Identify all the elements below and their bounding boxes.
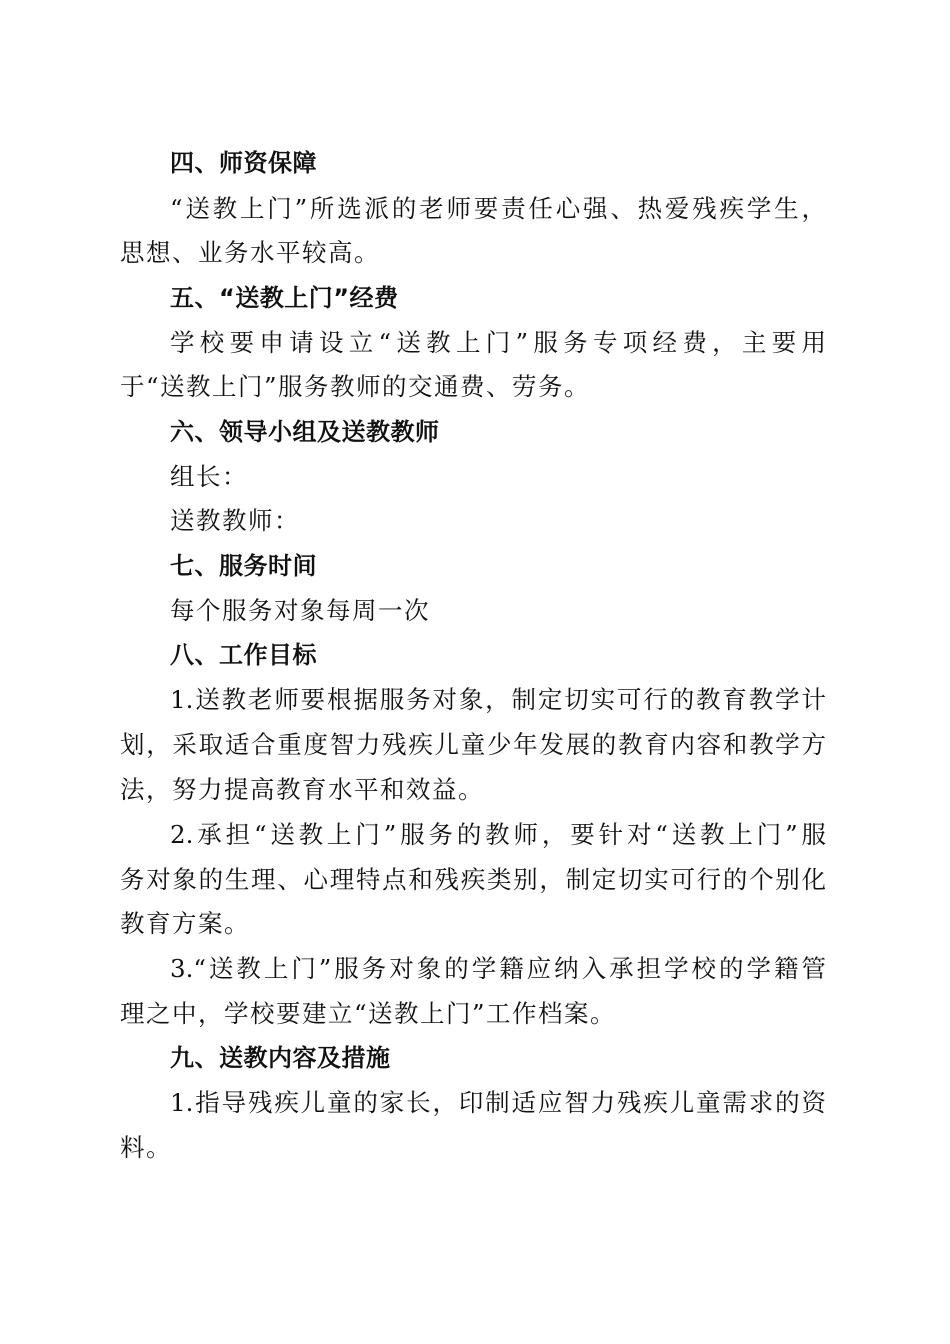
section-heading-goals: 八、工作目标 xyxy=(170,641,317,669)
paragraph-line: 务对象的生理、心理特点和残疾类别，制定切实可行的个别化 xyxy=(120,865,826,894)
paragraph-line: 1.指导残疾儿童的家长，印制适应智力残疾儿童需求的资 xyxy=(170,1088,826,1117)
section-heading-service-time: 七、服务时间 xyxy=(170,552,317,580)
paragraph-line: 组长： xyxy=(170,462,248,491)
paragraph-line: “送教上门”所选派的老师要责任心强、热爱残疾学生， xyxy=(170,194,826,223)
paragraph-line: 理之中，学校要建立“送教上门”工作档案。 xyxy=(120,999,617,1028)
paragraph-line: 思想、业务水平较高。 xyxy=(120,238,380,267)
paragraph-line: 教育方案。 xyxy=(120,909,250,938)
paragraph-line: 料。 xyxy=(120,1133,172,1162)
paragraph-line: 每个服务对象每周一次 xyxy=(170,596,430,625)
section-heading-leadership: 六、领导小组及送教教师 xyxy=(170,418,440,446)
paragraph-line: 划，采取适合重度智力残疾儿童少年发展的教育内容和教学方 xyxy=(120,730,826,759)
paragraph-line: 2.承担“送教上门”服务的教师，要针对“送教上门”服 xyxy=(170,820,826,849)
section-heading-teacher-support: 四、师资保障 xyxy=(170,149,317,177)
section-heading-funding: 五、“送教上门”经费 xyxy=(170,284,399,312)
paragraph-line: 法，努力提高教育水平和效益。 xyxy=(120,775,484,804)
paragraph-line: 1.送教老师要根据服务对象，制定切实可行的教育教学计 xyxy=(170,685,826,714)
section-heading-content-measures: 九、送教内容及措施 xyxy=(170,1044,391,1072)
paragraph-line: 学校要申请设立“送教上门”服务专项经费，主要用 xyxy=(170,328,826,357)
paragraph-line: 于“送教上门”服务教师的交通费、劳务。 xyxy=(120,372,591,401)
paragraph-line: 3.“送教上门”服务对象的学籍应纳入承担学校的学籍管 xyxy=(170,954,826,983)
paragraph-line: 送教教师： xyxy=(170,506,300,535)
